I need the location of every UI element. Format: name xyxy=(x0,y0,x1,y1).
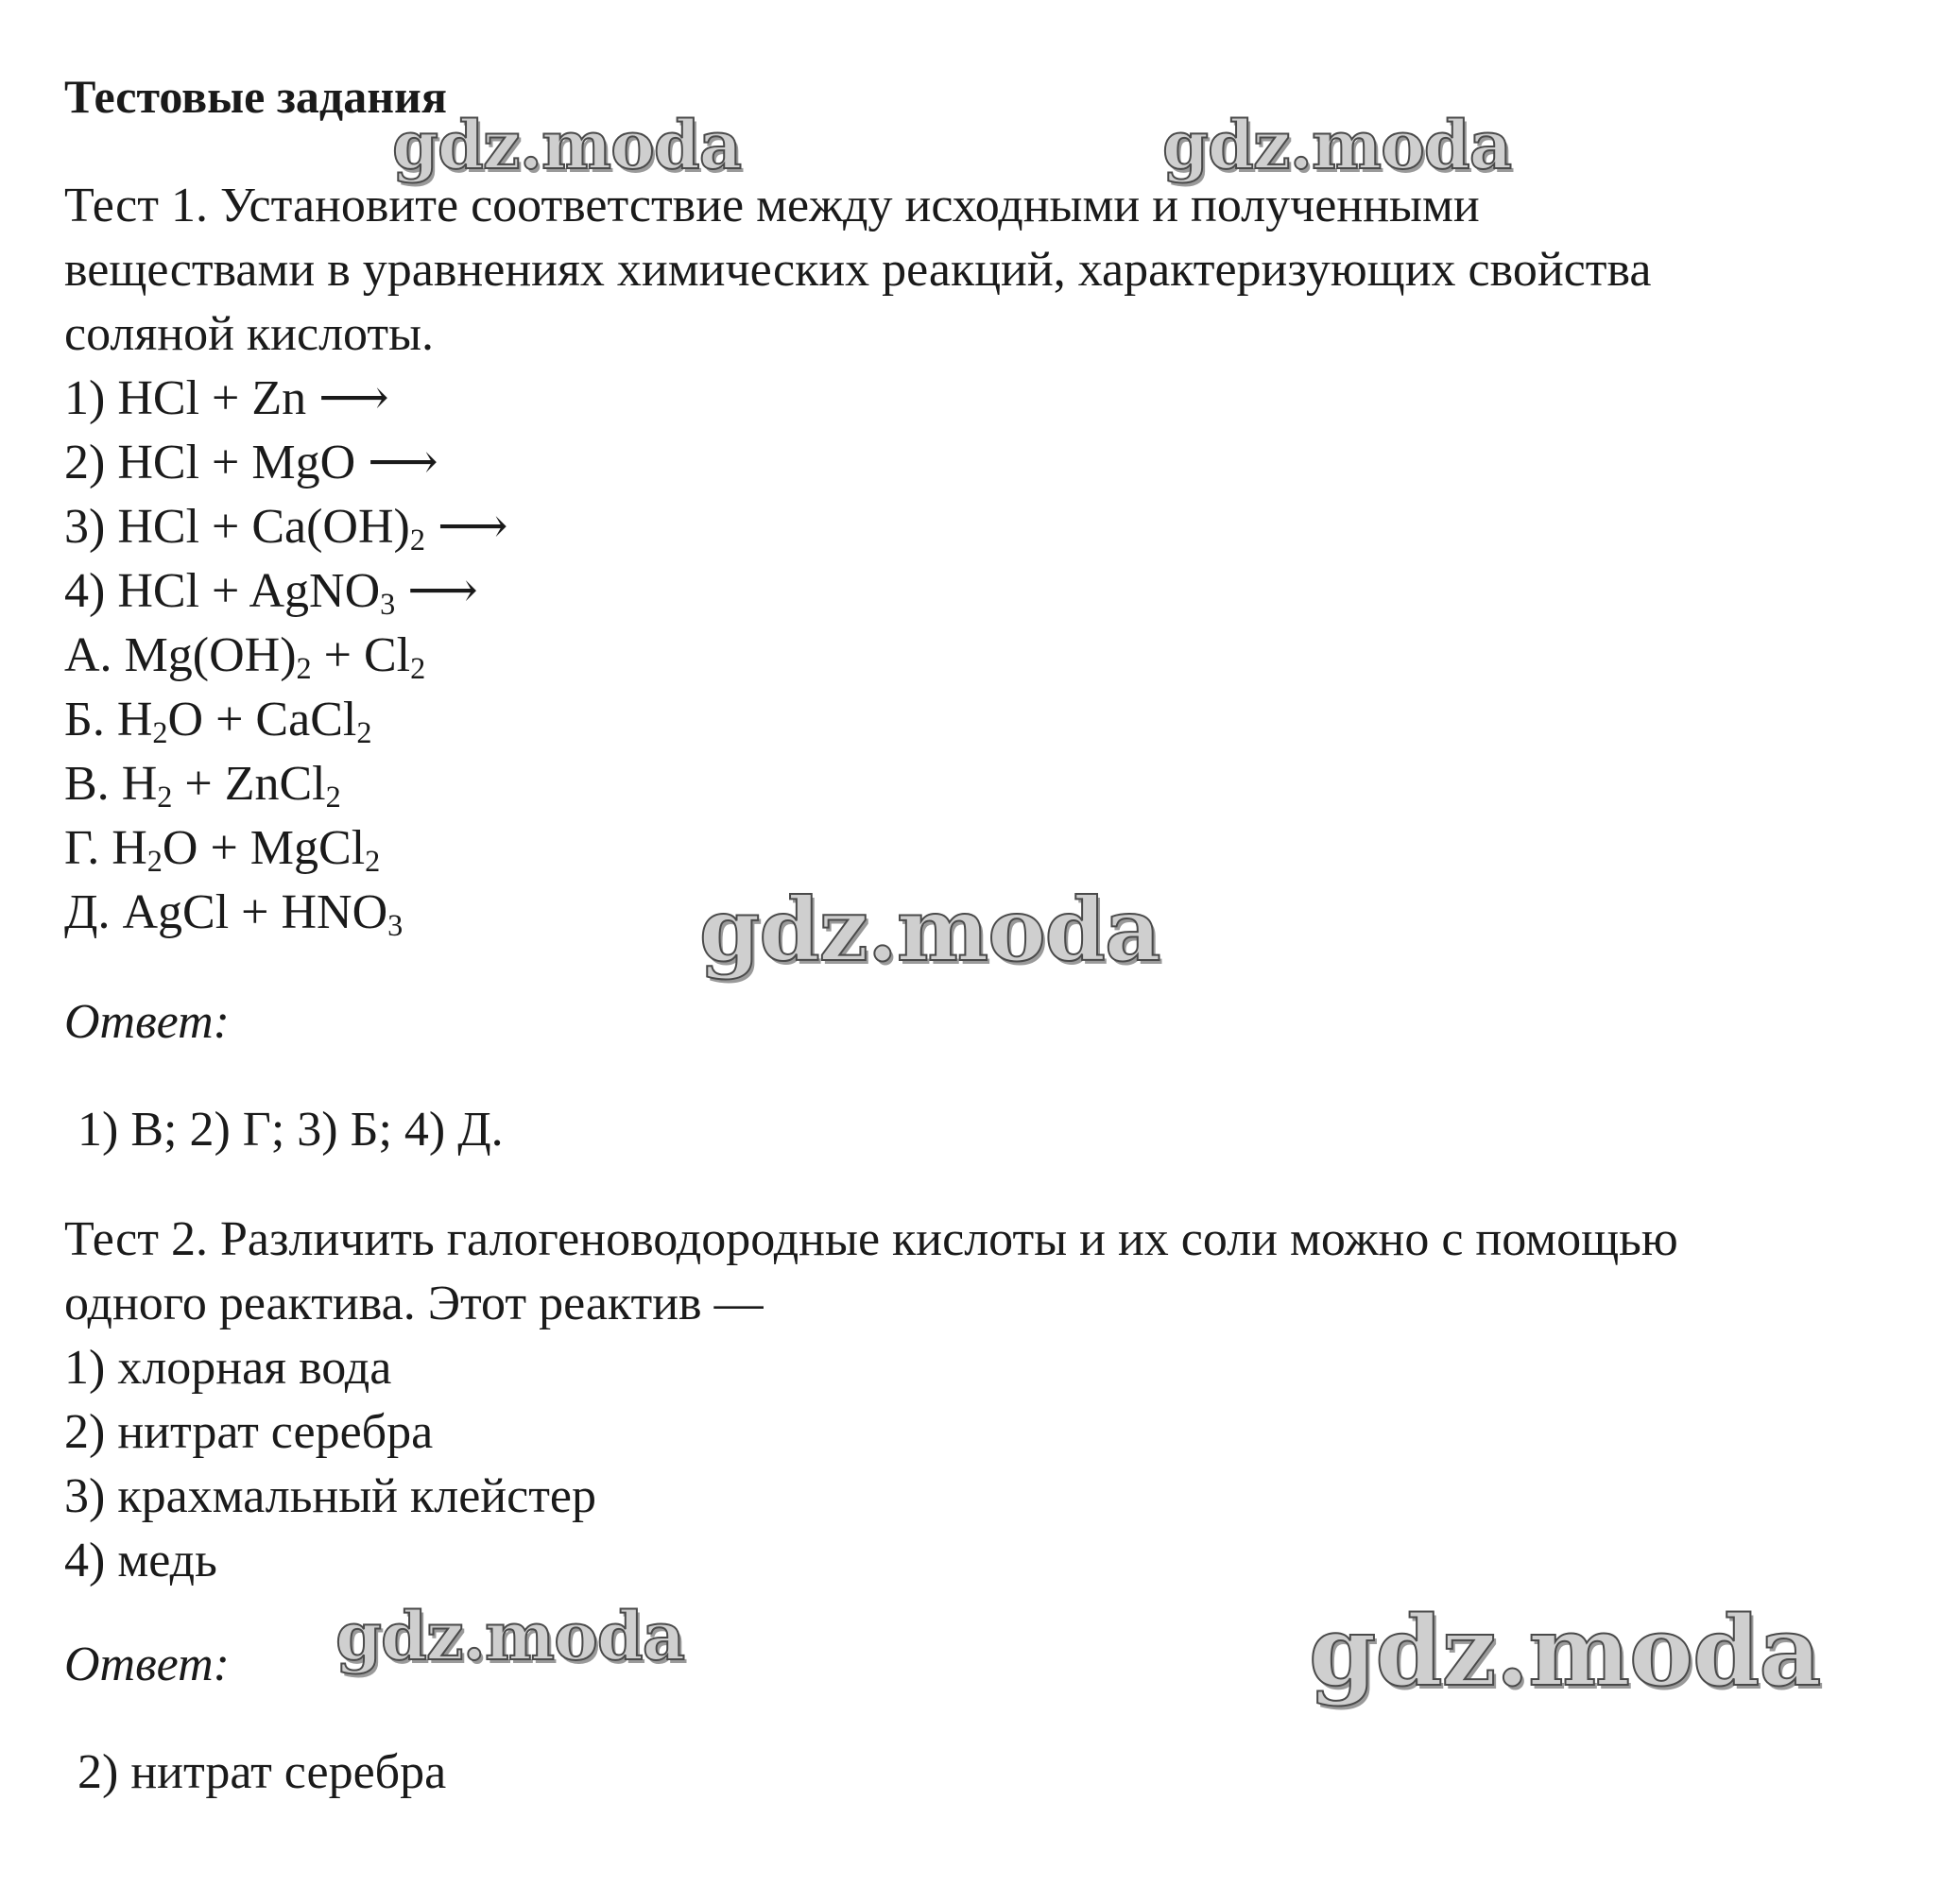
test2-answer-label: Ответ: xyxy=(64,1638,230,1691)
product-a: А. $Mg(OH)_2 + Cl_2$ xyxy=(64,628,426,686)
reaction-reagents: HCl + Zn xyxy=(117,371,307,425)
test1-question-line3: соляной кислоты. xyxy=(64,307,435,361)
watermark-logo: gdz.moda xyxy=(699,879,1160,981)
product-g: Г. $H_2O$ + MgCl$_2$ xyxy=(64,821,381,879)
reaction-arrow: ⟶ xyxy=(437,500,508,554)
watermark-logo: gdz.moda xyxy=(1162,106,1512,184)
reaction-reagents: HCl + $Ca(OH)_2$ xyxy=(117,500,425,557)
test2-option-2: 2) нитрат серебра xyxy=(64,1405,434,1459)
reaction-arrow: ⟶ xyxy=(368,436,438,489)
test1-answer-label: Ответ: xyxy=(64,995,230,1049)
product-d: Д. AgCl + $HNO_3$ xyxy=(64,885,404,943)
product-b: Б. $H_2O$ + CaCl$_2$ xyxy=(64,693,372,750)
reaction-1 xyxy=(64,370,389,427)
watermark-logo: gdz.moda xyxy=(1309,1595,1821,1708)
reaction-4 xyxy=(64,563,478,620)
reaction-3 xyxy=(64,499,508,556)
test2-question-line1: Тест 2. Различить галогеноводородные кислоты и их соли можно с помощью xyxy=(64,1212,1678,1266)
reaction-arrow: ⟶ xyxy=(318,371,389,425)
reaction-reagents: HCl + MgO xyxy=(117,436,356,489)
watermark-logo: gdz.moda xyxy=(392,106,742,184)
test2-answer: 2) нитрат серебра xyxy=(77,1745,447,1799)
reaction-2 xyxy=(64,435,438,491)
test2-option-3: 3) крахмальный клейстер xyxy=(64,1469,597,1523)
test1-question-line1: Тест 1. Установите соответствие между исходными и полученными xyxy=(64,179,1480,232)
reaction-number: 4) xyxy=(64,564,106,618)
test2-option-1: 1) хлорная вода xyxy=(64,1341,392,1395)
page-heading: Тестовые задания xyxy=(64,70,447,123)
reaction-number: 1) xyxy=(64,371,106,425)
test1-answer: 1) В; 2) Г; 3) Б; 4) Д. xyxy=(77,1103,504,1157)
reaction-number: 3) xyxy=(64,500,106,554)
reaction-arrow: ⟶ xyxy=(407,564,478,618)
test2-option-4: 4) медь xyxy=(64,1534,217,1587)
test2-question-line2: одного реактива. Этот реактив — xyxy=(64,1277,764,1330)
watermark-logo: gdz.moda xyxy=(335,1597,685,1675)
reaction-number: 2) xyxy=(64,436,106,489)
test1-question-line2: веществами в уравнениях химических реакций, характеризующих свойства xyxy=(64,243,1652,297)
product-v: В. $H_2$ + ZnCl$_2$ xyxy=(64,757,341,815)
reaction-reagents: HCl + AgNO$_3$ xyxy=(117,564,396,622)
